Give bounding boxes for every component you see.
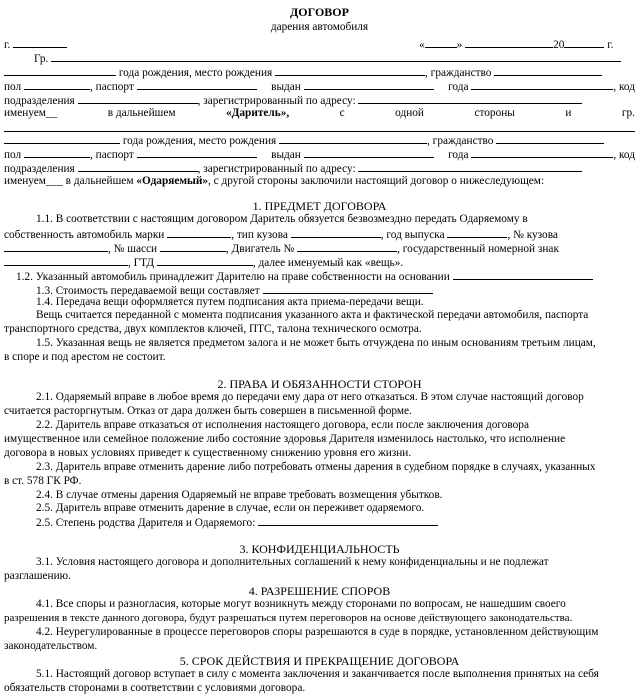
party1-name-blank[interactable]	[51, 52, 621, 62]
party1-named-line: именуем__ в дальнейшем «Даритель», с одной стороны и гр.	[4, 107, 635, 119]
clause-1-3: 1.3. Стоимость передаваемой вещи составляет	[4, 284, 643, 297]
party1-issued-blank[interactable]	[304, 80, 434, 90]
party1-passport-blank[interactable]	[137, 80, 257, 90]
party2-name-blank[interactable]	[4, 122, 635, 132]
party1-address-line: подразделения , зарегистрированный по адресу:	[4, 94, 635, 107]
clause-4-1-b: разрешения в тексте данного договора, будут разрешаться путем переговоров на основе действующего законодательства.	[4, 612, 573, 624]
chassis-number-blank[interactable]	[160, 242, 226, 252]
clause-5-1: 5.1. Настоящий договор вступает в силу с момента заключения и заканчивается после выполнения принятых на себя	[36, 668, 599, 680]
clause-1-4: 1.4. Передача вещи оформляется путем подписания акта приема-передачи вещи.	[36, 296, 424, 308]
clause-2-3-b: в ст. 578 ГК РФ.	[4, 475, 82, 487]
body-type-blank[interactable]	[291, 228, 381, 238]
clause-2-3: 2.3. Даритель вправе отменить дарение либо потребовать отмены дарения в судебном порядке в случаях, указанных	[36, 461, 596, 473]
party2-sex-blank[interactable]	[24, 148, 90, 158]
party2-birthplace-blank[interactable]	[279, 134, 427, 144]
party1-address-blank[interactable]	[358, 94, 582, 104]
clause-3-1: 3.1. Условия настоящего договора и дополнительных соглашений к нему конфиденциальны и не подлежат	[36, 556, 549, 568]
party1-issue-date-blank[interactable]	[471, 80, 613, 90]
clause-2-4: 2.4. В случае отмены дарения Одаряемый не вправе требовать возмещения убытков.	[36, 489, 443, 501]
document-title: ДОГОВОР	[290, 5, 349, 19]
clause-2-2-c: договора в новых условиях приведет к существенному снижению уровня его жизни.	[4, 447, 412, 459]
document-subtitle: дарения автомобиля	[270, 21, 369, 33]
party2-named-line: именуем___ в дальнейшем «Одаряемый», с другой стороны заключили настоящий договор о нижеследующем:	[4, 175, 545, 187]
party1-citizenship-blank[interactable]	[494, 66, 602, 76]
party2-citizenship-blank[interactable]	[496, 134, 604, 144]
party2-issued-blank[interactable]	[304, 148, 434, 158]
engine-number-blank[interactable]	[297, 242, 397, 252]
party2-address-blank[interactable]	[358, 162, 582, 172]
clause-1-5-b: в споре и под арестом не состоит.	[4, 351, 166, 363]
body-number-blank[interactable]	[4, 242, 108, 252]
clause-1-1-numbers-line: , № шасси , Двигатель № , государственный номерной знак	[4, 242, 635, 255]
clause-5-1-b: обязательств сторонами в соответствии с условиями договора.	[4, 682, 306, 694]
year-blank[interactable]	[564, 38, 604, 48]
clause-4-2-b: законодательством.	[4, 640, 98, 652]
date-line: г. « » 20 г.	[4, 39, 614, 51]
value-blank[interactable]	[263, 284, 433, 294]
party1-birth-line: года рождения, место рождения , гражданство	[4, 66, 635, 79]
section-2-title: 2. ПРАВА И ОБЯЗАННОСТИ СТОРОН	[217, 377, 422, 391]
month-blank[interactable]	[465, 38, 553, 48]
party2-passport-line: пол , паспорт выдан года , код	[4, 149, 635, 161]
clause-3-1-b: разглашению.	[4, 570, 71, 582]
party2-issue-date-blank[interactable]	[471, 148, 613, 158]
section-5-title: 5. СРОК ДЕЙСТВИЯ И ПРЕКРАЩЕНИЕ ДОГОВОРА	[179, 654, 460, 668]
car-brand-blank[interactable]	[167, 228, 231, 238]
clause-1-5: 1.5. Указанная вещь не является предметом залога и не может быть отчуждена по иным основаниям третьим лицам,	[36, 337, 596, 349]
party1-passport-line: пол , паспорт выдан года , код	[4, 81, 635, 93]
ownership-basis-blank[interactable]	[453, 270, 593, 280]
party1-name-line: Гр.	[4, 52, 635, 65]
clause-2-1-b: считается расторгнутым. Отказ от дара должен быть совершен в письменной форме.	[4, 405, 412, 417]
party2-birth-line: года рождения, место рождения , гражданство	[4, 134, 635, 147]
section-4-title: 4. РАЗРЕШЕНИЕ СПОРОВ	[248, 584, 391, 598]
kinship-blank[interactable]	[258, 516, 438, 526]
clause-1-1: 1.1. В соответствии с настоящим договором Даритель обязуется безвозмездно передать Одаряемому в	[36, 213, 528, 225]
party1-birth-date-blank[interactable]	[4, 66, 116, 76]
clause-4-1: 4.1. Все споры и разногласия, которые могут возникнуть между сторонами по вопросам, не нашедшим своего	[36, 598, 566, 610]
year-of-manufacture-blank[interactable]	[447, 228, 507, 238]
party2-passport-blank[interactable]	[137, 148, 257, 158]
clause-2-1: 2.1. Одаряемый вправе в любое время до передачи ему дара от него отказаться. В этом случае настоящий договор	[36, 391, 584, 403]
gtd-blank[interactable]	[157, 256, 253, 266]
plate-number-blank[interactable]	[4, 256, 128, 266]
section-3-title: 3. КОНФИДЕНЦИАЛЬНОСТЬ	[239, 542, 400, 556]
section-1-title: 1. ПРЕДМЕТ ДОГОВОРА	[252, 199, 387, 213]
clause-1-4-b: Вещь считается переданной с момента подписания указанного акта и фактической передачи автомобиля, паспорта	[36, 309, 589, 321]
clause-2-5: 2.5. Даритель вправе отменить дарение в случае, если он переживет одаряемого.	[36, 502, 425, 514]
party1-birthplace-blank[interactable]	[275, 66, 425, 76]
clause-2-2-b: имущественное или семейное положение либо состояние здоровья Дарителя изменилось настолько, что исполнение	[4, 433, 566, 445]
city-blank[interactable]	[13, 38, 67, 48]
party2-address-line: подразделения , зарегистрированный по адресу:	[4, 162, 635, 175]
clause-1-1-gtd-line: , ГТД , далее именуемый как «вещь».	[4, 256, 635, 269]
clause-2-2: 2.2. Даритель вправе отказаться от исполнения настоящего договора, если после заключения договора	[36, 419, 529, 431]
clause-4-2: 4.2. Неурегулированные в процессе переговоров споры разрешаются в суде в порядке, установленном действующим	[36, 626, 599, 638]
party1-sex-blank[interactable]	[24, 80, 90, 90]
party2-code-blank[interactable]	[78, 162, 198, 172]
day-blank[interactable]	[425, 38, 457, 48]
clause-1-2: 1.2. Указанный автомобиль принадлежит Дарителю на праве собственности на основании	[4, 270, 643, 283]
clause-1-4-c: транспортного средства, двух комплектов ключей, ПТС, талона технического осмотра.	[4, 323, 422, 335]
clause-1-1-car-line: собственность автомобиль марки , тип кузова , год выпуска , № кузова	[4, 229, 558, 241]
party2-birth-date-blank[interactable]	[4, 134, 120, 144]
clause-2-6: 2.5. Степень родства Дарителя и Одаряемого:	[4, 516, 643, 529]
party1-code-blank[interactable]	[78, 94, 198, 104]
